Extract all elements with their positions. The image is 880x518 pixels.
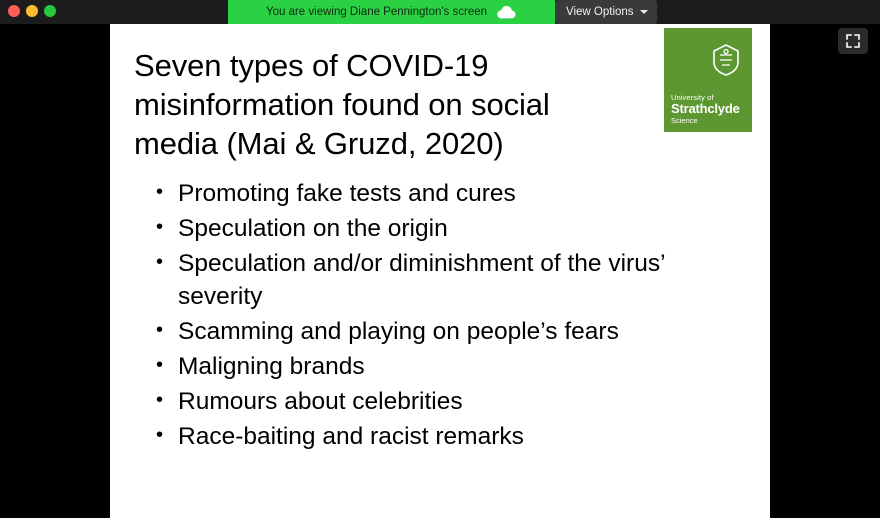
fullscreen-button[interactable] [838,28,868,54]
list-item: • Rumours about celebrities [152,385,736,418]
cloud-icon [495,4,517,20]
logo-line-strathclyde: Strathclyde [671,101,740,116]
close-window-button[interactable] [8,5,20,17]
logo-line-university: University of [671,93,714,102]
list-item: • Speculation and/or diminishment of the virus’ severity [152,247,736,313]
shared-content-viewport [110,24,770,518]
fullscreen-icon [846,34,860,48]
list-item: • Race-baiting and racist remarks [152,420,736,453]
logo-line-science: Science [671,116,698,125]
screen-share-banner [228,0,555,24]
view-options-label: View Options [566,6,634,18]
list-item: • Scamming and playing on people’s fears [152,315,736,348]
slide-title: Seven types of COVID-19 misinformation found on social media (Mai & Gruzd, 2020) [134,48,550,161]
list-item: • Speculation on the origin [152,212,736,245]
slide-bullet-list [134,177,746,453]
strathclyde-crest-icon [708,42,744,78]
presentation-slide [110,24,770,518]
window-titlebar [0,0,880,24]
list-item: • Maligning brands [152,350,736,383]
maximize-window-button[interactable] [44,5,56,17]
list-item: • Promoting fake tests and cures [152,177,736,210]
university-logo [664,28,752,132]
minimize-window-button[interactable] [26,5,38,17]
screen-share-label: You are viewing Diane Pennington's screen [265,6,488,18]
chevron-down-icon [640,10,648,14]
window-controls [8,5,56,17]
view-options-button[interactable] [555,0,657,24]
